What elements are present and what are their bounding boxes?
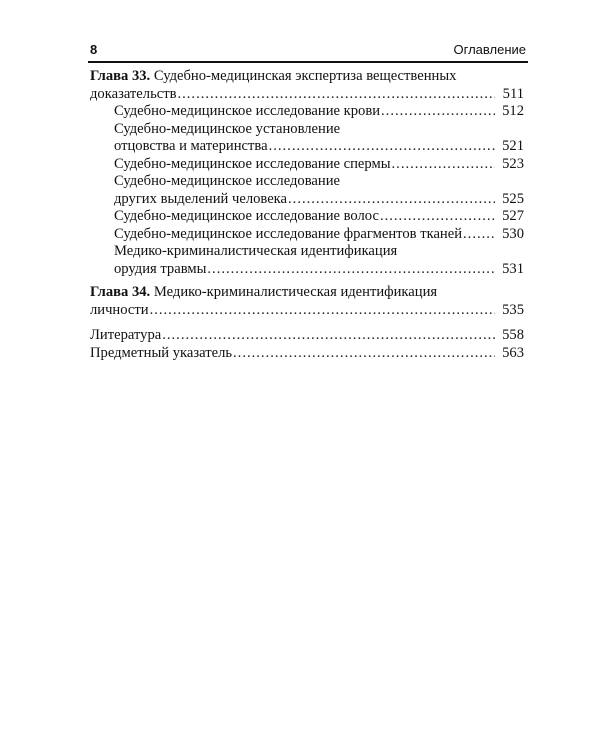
dot-leader — [392, 156, 495, 174]
dot-leader — [288, 191, 495, 209]
header-rule — [88, 61, 528, 63]
toc-entry-subject-index — [90, 345, 524, 363]
toc-chapter-33-title-cont: доказательств — [90, 85, 177, 102]
dot-leader — [381, 103, 495, 121]
dot-leader — [463, 226, 495, 244]
toc-page-number: 531 — [502, 260, 524, 277]
toc-page-number: 511 — [502, 85, 524, 102]
toc-entry-weapon-line1 — [90, 243, 524, 261]
toc-entry-text: Судебно-медицинское исследование фрагментов тканей — [114, 225, 463, 242]
toc-page-number: 523 — [502, 155, 524, 172]
toc-chapter-34-title-cont: личности — [90, 301, 149, 318]
dot-leader — [269, 138, 495, 156]
toc-chapter-34-title-line1 — [90, 284, 524, 302]
toc-chapter-34-label: Глава 34. — [90, 284, 151, 300]
toc-entry-secretions-line1 — [90, 173, 524, 191]
toc-chapter-34-entry — [90, 302, 524, 320]
dot-leader — [380, 208, 495, 226]
toc-page-number: 558 — [502, 327, 524, 343]
toc-page-number: 535 — [502, 301, 524, 318]
toc-entry-secretions — [90, 191, 524, 209]
toc-chapter-33-entry — [90, 86, 524, 104]
toc-page-number: 530 — [502, 225, 524, 242]
dot-leader — [177, 86, 495, 104]
toc-entry-text: Судебно-медицинское исследование крови — [114, 103, 381, 119]
toc-chapter-33-label: Глава 33. — [90, 68, 151, 84]
toc-entry-tissue — [90, 226, 524, 244]
toc-chapter-33-title-line1 — [90, 68, 524, 86]
toc-entry-blood — [90, 103, 524, 121]
toc-page-number: 527 — [502, 208, 524, 224]
toc-entry-text: Медико-криминалистическая идентификация — [114, 243, 398, 259]
toc-page-number: 521 — [502, 138, 524, 154]
toc-page-number: 525 — [502, 190, 524, 207]
page-number: 8 — [90, 42, 98, 57]
toc-entry-weapon — [90, 261, 524, 279]
toc-chapter-33-title: Судебно-медицинская экспертиза вещественных — [150, 68, 457, 84]
toc-entry-text: Литература — [90, 327, 162, 343]
toc-page-number: 563 — [502, 344, 524, 361]
toc-chapter-34-title: Медико-криминалистическая идентификация — [150, 284, 438, 300]
dot-leader — [150, 302, 495, 320]
toc-entry-text: Судебно-медицинское исследование — [114, 173, 340, 189]
toc-entry-text: Судебно-медицинское исследование волос — [114, 208, 379, 224]
toc-entry-paternity-line1 — [90, 121, 524, 139]
dot-leader — [233, 345, 495, 363]
running-head — [90, 42, 526, 62]
toc-entry-paternity — [90, 138, 524, 156]
section-title: Оглавление — [453, 42, 526, 57]
toc-entry-sperm — [90, 156, 524, 174]
toc-entry-hair — [90, 208, 524, 226]
toc-entry-text: Судебно-медицинское установление — [114, 120, 341, 137]
dot-leader — [162, 327, 495, 345]
dot-leader — [207, 261, 495, 279]
toc-entry-literature — [90, 327, 524, 345]
toc-entry-text: орудия травмы — [114, 260, 207, 277]
toc-entry-text: других выделений человека — [114, 190, 288, 207]
toc-entry-text: отцовства и материнства — [114, 138, 268, 154]
toc-page-number: 512 — [502, 103, 524, 119]
toc-entry-text: Предметный указатель — [90, 344, 233, 361]
table-of-contents — [90, 68, 524, 362]
toc-entry-text: Судебно-медицинское исследование спермы — [114, 155, 391, 172]
